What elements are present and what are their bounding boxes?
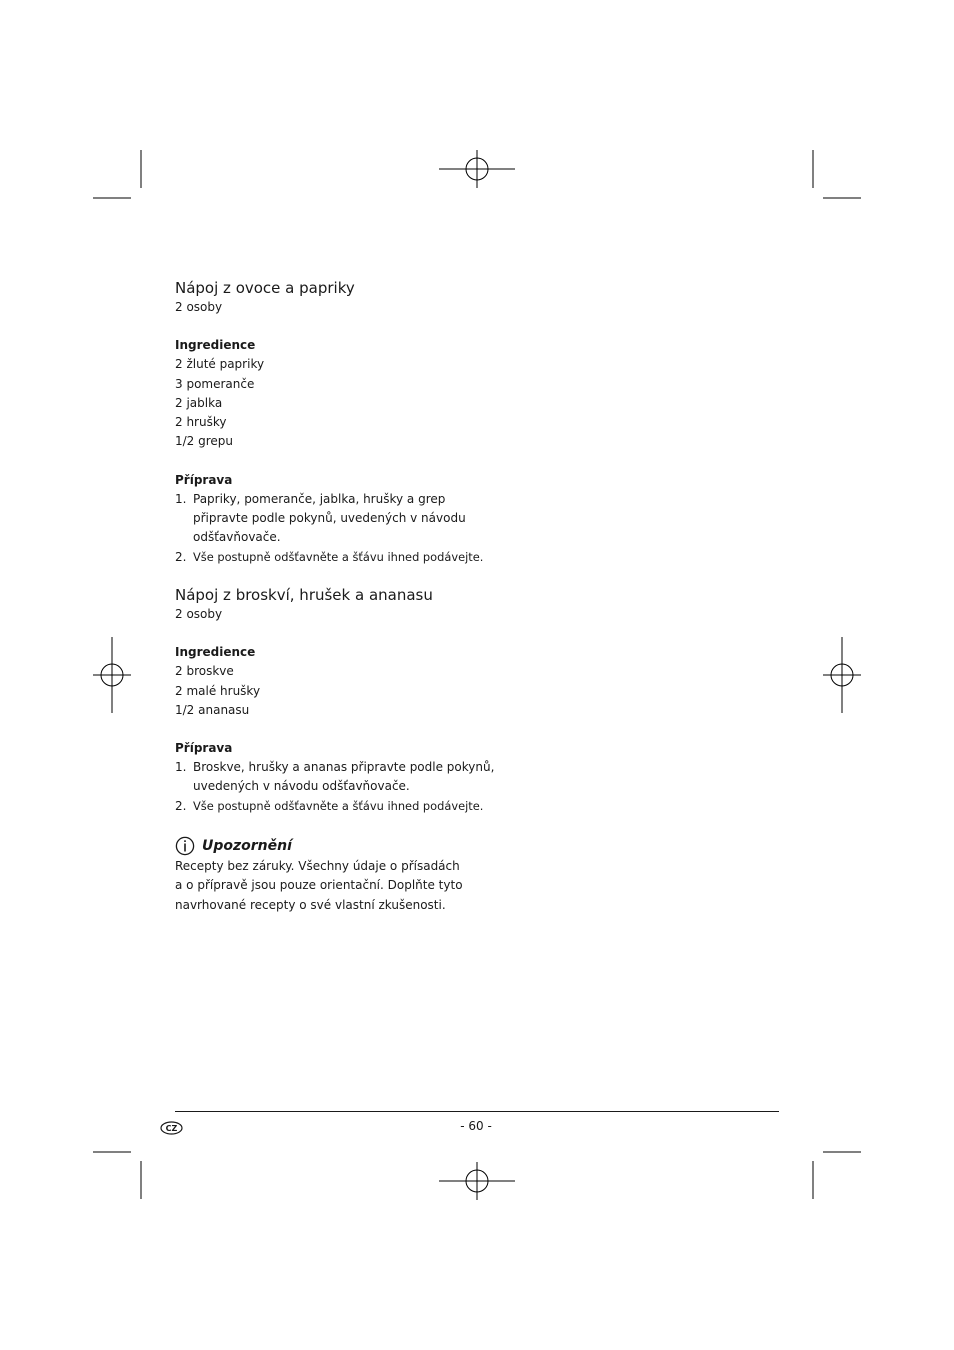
step-number: 2. <box>175 549 187 564</box>
ingredient: 2 hrušky <box>175 415 227 430</box>
recipe-title: Nápoj z ovoce a papriky <box>175 279 355 297</box>
ingredient: 2 žluté papriky <box>175 357 265 372</box>
recipe-2 <box>175 585 505 816</box>
note-text <box>175 857 505 915</box>
step-number: 2. <box>175 798 187 813</box>
ingredients-list <box>175 355 505 451</box>
recipe-title: Nápoj z broskví, hrušek a ananasu <box>175 585 433 604</box>
note-line: a o přípravě jsou pouze orientační. Doplňte tyto <box>175 878 463 893</box>
step-text <box>193 490 466 548</box>
step <box>175 758 505 797</box>
note-box <box>175 836 505 915</box>
step-text: Vše postupně odšťavněte a šťávu ihned podávejte. <box>193 798 484 813</box>
ingredient: 2 broskve <box>175 664 234 679</box>
ingredient: 1/2 ananasu <box>175 702 250 717</box>
preparation-steps <box>175 758 505 816</box>
step-line: Papriky, pomeranče, jablka, hrušky a grep <box>193 491 446 506</box>
step-number: 1. <box>175 491 187 506</box>
ingredients-list <box>175 662 505 720</box>
ingredients-label: Ingredience <box>175 338 256 353</box>
step-line: odšťavňovače. <box>193 530 281 545</box>
step-line: uvedených v návodu odšťavňovače. <box>193 779 410 794</box>
ingredient: 2 malé hrušky <box>175 683 261 698</box>
page-number: - 60 - <box>460 1119 492 1133</box>
step-text <box>193 758 494 797</box>
note-title: Upozornění <box>202 838 292 855</box>
step-line: připravte podle pokynů, uvedených v návodu <box>193 511 466 526</box>
footer-divider <box>175 1111 779 1112</box>
ingredient: 1/2 grepu <box>175 434 234 449</box>
ingredient: 3 pomeranče <box>175 376 255 391</box>
step-text: Vše postupně odšťavněte a šťávu ihned podávejte. <box>193 549 484 564</box>
servings: 2 osoby <box>175 300 223 314</box>
language-code: CZ <box>165 1124 178 1133</box>
note-line: navrhované recepty o své vlastní zkušenosti. <box>175 897 446 912</box>
preparation-label: Příprava <box>175 741 233 756</box>
info-icon <box>175 836 195 856</box>
step-number: 1. <box>175 760 187 775</box>
note-header <box>175 836 505 856</box>
preparation-steps <box>175 490 505 567</box>
preparation-label: Příprava <box>175 472 233 487</box>
servings: 2 osoby <box>175 606 223 621</box>
step <box>175 490 505 548</box>
step <box>175 797 505 816</box>
step-line: Broskve, hrušky a ananas připravte podle pokynů, <box>193 760 495 775</box>
note-line: Recepty bez záruky. Všechny údaje o přísadách <box>175 859 460 874</box>
recipe-1 <box>175 278 505 567</box>
step <box>175 548 505 567</box>
ingredient: 2 jablka <box>175 395 223 410</box>
page-content <box>175 278 505 915</box>
language-badge <box>160 1121 183 1135</box>
ingredients-label: Ingredience <box>175 645 256 660</box>
